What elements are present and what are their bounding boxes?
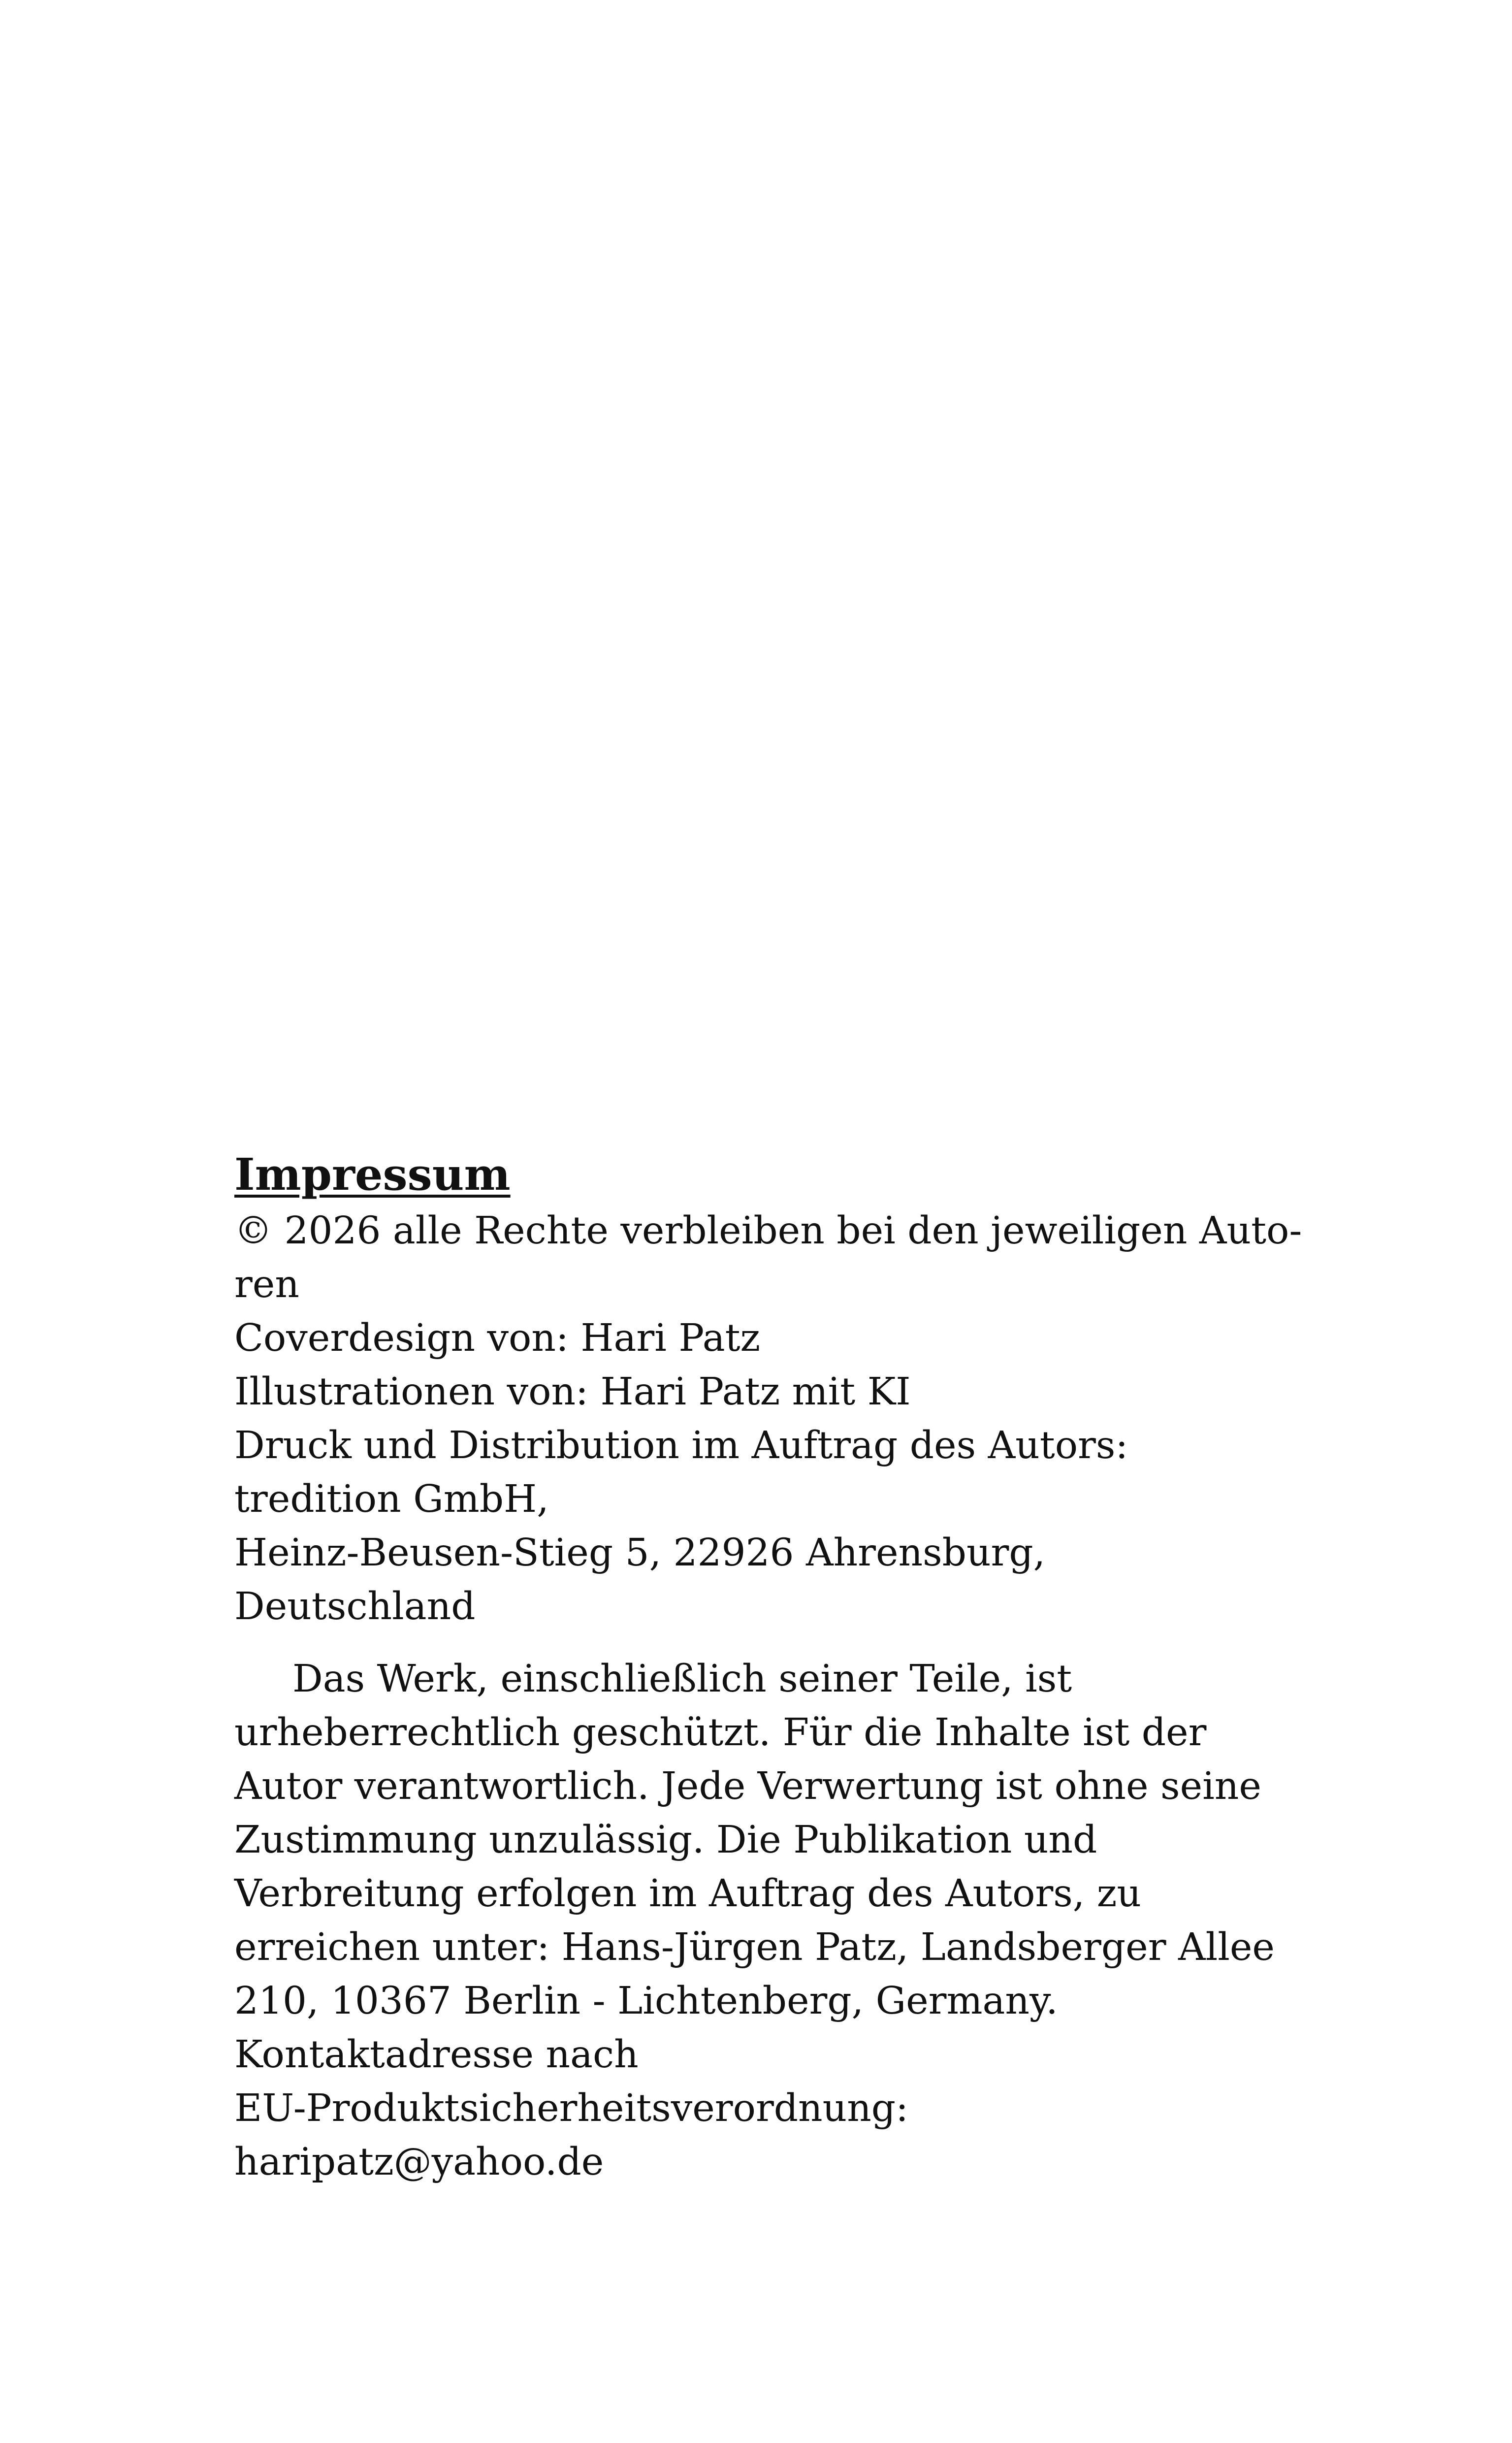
distribution-line: Druck und Distribution im Auftrag des Autors: bbox=[234, 1424, 1128, 1467]
paragraph-line: 210, 10367 Berlin - Lichtenberg, Germany. bbox=[234, 1979, 1058, 2023]
contact-email: haripatz@yahoo.de bbox=[234, 2140, 604, 2184]
paragraph-line: Verbreitung erfolgen im Auftrag des Autors, zu bbox=[234, 1872, 1141, 1916]
impressum-heading: Impressum bbox=[234, 1148, 511, 1200]
illustrations-credit: Illustrationen von: Hari Patz mit KI bbox=[234, 1370, 911, 1414]
paragraph-line: Zustimmung unzulässig. Die Publikation und bbox=[234, 1818, 1097, 1862]
copyright-line-continuation: ren bbox=[234, 1263, 299, 1306]
publisher-country: Deutschland bbox=[234, 1585, 476, 1629]
paragraph-line: EU-Produktsicherheitsverordnung: bbox=[234, 2086, 909, 2130]
paragraph-line: urheberrechtlich geschützt. Für die Inhalte ist der bbox=[234, 1711, 1207, 1755]
copyright-line: © 2026 alle Rechte verbleiben bei den jeweiligen Auto- bbox=[234, 1209, 1302, 1253]
copyright-notice-paragraph bbox=[234, 1652, 1298, 2189]
cover-design-credit: Coverdesign von: Hari Patz bbox=[234, 1316, 761, 1360]
publisher-name: tredition GmbH, bbox=[234, 1477, 549, 1521]
paragraph-line: Das Werk, einschließlich seiner Teile, ist bbox=[292, 1657, 1072, 1701]
paragraph-line: Autor verantwortlich. Jede Verwertung ist ohne seine bbox=[234, 1764, 1261, 1808]
publisher-info-block bbox=[234, 1204, 1302, 1633]
paragraph-line: erreichen unter: Hans-Jürgen Patz, Landsberger Allee bbox=[234, 1925, 1275, 1969]
paragraph-line: Kontaktadresse nach bbox=[234, 2033, 639, 2077]
publisher-address: Heinz-Beusen-Stieg 5, 22926 Ahrensburg, bbox=[234, 1531, 1046, 1575]
impressum-section bbox=[234, 1145, 1302, 2189]
